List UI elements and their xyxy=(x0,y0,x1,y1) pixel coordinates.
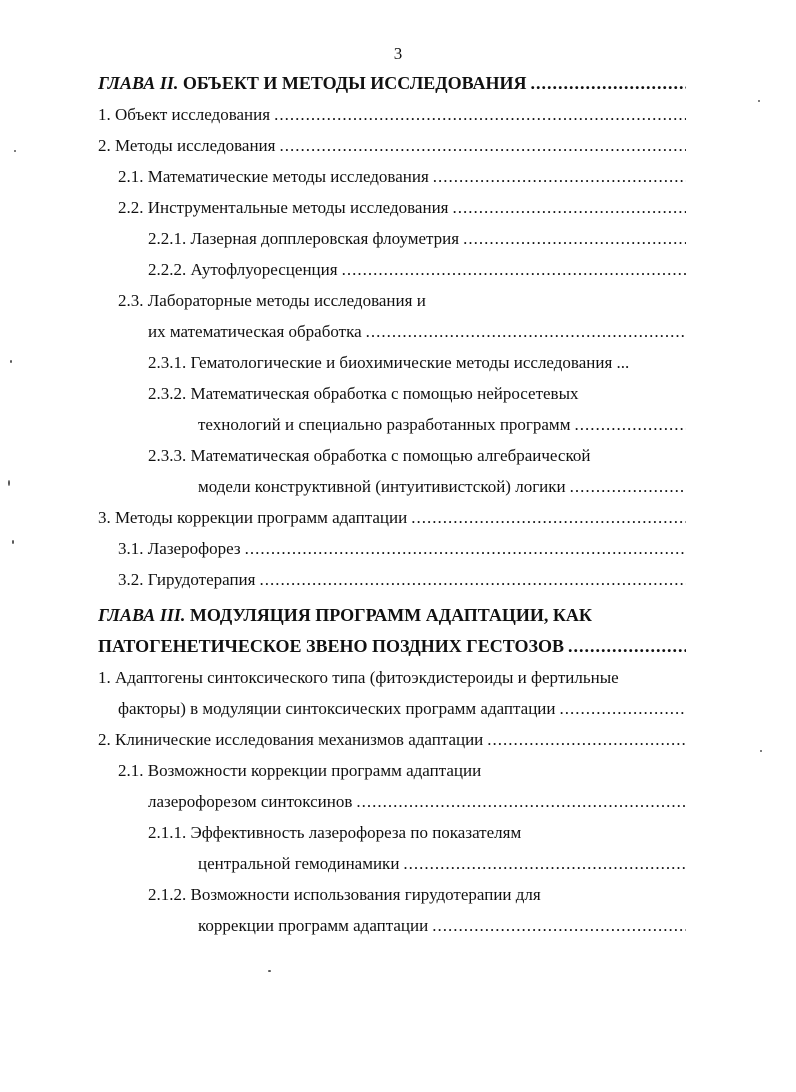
toc-entry-text: 2.2. Инструментальные методы исследования xyxy=(118,198,449,217)
toc-entry-text: 2.2.2. Аутофлуоресценция xyxy=(148,260,338,279)
toc-entry-text: 2.1. Математические методы исследования xyxy=(118,167,429,186)
toc-entry-hirudotherapy-use-cont[interactable] xyxy=(98,910,686,941)
toc-entry-methods[interactable] xyxy=(98,130,686,161)
toc-entry-hirudotherapy[interactable] xyxy=(98,564,686,595)
dot-leader xyxy=(407,502,686,533)
toc-entry-text: лазерофорезом синтоксинов xyxy=(148,792,353,811)
toc-entry-text: 3. Методы коррекции программ адаптации xyxy=(98,508,408,527)
toc-entry-text: 1. Адаптогены синтоксического типа (фитоэкдистероиды и фертильные xyxy=(98,668,619,687)
toc-entry-text: 3.1. Лазерофорез xyxy=(118,539,241,558)
dot-leader xyxy=(564,631,686,662)
dot-leader xyxy=(449,192,687,223)
dot-leader xyxy=(270,99,686,130)
toc-entry-laserophoresis-efficiency[interactable] xyxy=(98,817,686,848)
chapter-2-heading[interactable] xyxy=(98,68,686,99)
page-number: 3 xyxy=(393,44,403,63)
toc-entry-text: 2.1.2. Возможности использования гирудотерапии для xyxy=(148,885,541,904)
chapter-3-title-line2: ПАТОГЕНЕТИЧЕСКОЕ ЗВЕНО ПОЗДНИХ ГЕСТОЗОВ xyxy=(98,636,565,656)
dot-leader xyxy=(570,409,686,440)
dot-leader xyxy=(241,533,686,564)
toc-entry-text: 2.3.1. Гематологические и биохимические методы исследования ... xyxy=(148,353,630,372)
toc-entry-text: 2.2.1. Лазерная допплеровская флоуметрия xyxy=(148,229,460,248)
toc-entry-text: 2. Методы исследования xyxy=(98,136,276,155)
scan-speck xyxy=(268,970,271,972)
chapter-2-label: ГЛАВА II. xyxy=(98,73,179,93)
toc-entry-text: 2.1. Возможности коррекции программ адаптации xyxy=(118,761,482,780)
toc-entry-autofluorescence[interactable] xyxy=(98,254,686,285)
toc-entry-lab-methods[interactable] xyxy=(98,285,686,316)
toc-entry-text: 2.3. Лабораторные методы исследования и xyxy=(118,291,426,310)
scan-speck xyxy=(758,100,760,102)
table-of-contents xyxy=(98,68,686,941)
toc-entry-math-methods[interactable] xyxy=(98,161,686,192)
toc-entry-instrumental-methods[interactable] xyxy=(98,192,686,223)
chapter-3-heading[interactable] xyxy=(98,600,686,631)
dot-leader xyxy=(338,254,686,285)
dot-leader xyxy=(275,130,686,161)
toc-entry-laser-doppler[interactable] xyxy=(98,223,686,254)
dot-leader xyxy=(566,471,686,502)
scan-speck xyxy=(8,480,10,486)
toc-entry-text: 1. Объект исследования xyxy=(98,105,271,124)
toc-entry-laserophoresis-efficiency-cont[interactable] xyxy=(98,848,686,879)
scan-speck xyxy=(760,750,762,752)
toc-entry-text: 3.2. Гирудотерапия xyxy=(118,570,256,589)
toc-entry-object[interactable] xyxy=(98,99,686,130)
chapter-2-title: ОБЪЕКТ И МЕТОДЫ ИССЛЕДОВАНИЯ xyxy=(182,73,527,93)
toc-entry-text: 2.3.2. Математическая обработка с помощью нейросетевых xyxy=(148,384,579,403)
toc-entry-text: модели конструктивной (интуитивистской) логики xyxy=(198,477,566,496)
toc-entry-correction-possibilities[interactable] xyxy=(98,755,686,786)
toc-entry-hematology[interactable] xyxy=(98,347,686,378)
toc-entry-text: технологий и специально разработанных программ xyxy=(198,415,571,434)
toc-entry-correction-methods[interactable] xyxy=(98,502,686,533)
toc-entry-text: 2.1.1. Эффективность лазерофореза по показателям xyxy=(148,823,522,842)
dot-leader xyxy=(527,68,686,99)
toc-entry-hirudotherapy-use[interactable] xyxy=(98,879,686,910)
scan-speck xyxy=(14,150,16,152)
scan-speck xyxy=(12,540,14,544)
toc-entry-adaptogens-cont[interactable] xyxy=(98,693,686,724)
dot-leader xyxy=(399,848,686,879)
toc-entry-correction-possibilities-cont[interactable] xyxy=(98,786,686,817)
toc-entry-neural-networks-cont[interactable] xyxy=(98,409,686,440)
chapter-3-title-line1: МОДУЛЯЦИЯ ПРОГРАММ АДАПТАЦИИ, КАК xyxy=(189,605,592,625)
chapter-3-heading-cont[interactable] xyxy=(98,631,686,662)
dot-leader xyxy=(556,693,687,724)
dot-leader xyxy=(362,316,686,347)
scan-speck xyxy=(10,360,12,363)
toc-entry-text: центральной гемодинамики xyxy=(198,854,400,873)
toc-entry-text: 2.3.3. Математическая обработка с помощью алгебраической xyxy=(148,446,591,465)
toc-entry-text: коррекции программ адаптации xyxy=(198,916,429,935)
dot-leader xyxy=(352,786,686,817)
toc-entry-algebraic-model-cont[interactable] xyxy=(98,471,686,502)
toc-entry-text: 2. Клинические исследования механизмов адаптации xyxy=(98,730,484,749)
chapter-3-label: ГЛАВА III. xyxy=(98,605,186,625)
toc-entry-laserophoresis[interactable] xyxy=(98,533,686,564)
toc-entry-text: их математическая обработка xyxy=(148,322,362,341)
toc-entry-clinical-studies[interactable] xyxy=(98,724,686,755)
dot-leader xyxy=(255,564,686,595)
toc-entry-text: факторы) в модуляции синтоксических программ адаптации xyxy=(118,699,556,718)
dot-leader xyxy=(429,161,686,192)
dot-leader xyxy=(428,910,686,941)
toc-entry-neural-networks[interactable] xyxy=(98,378,686,409)
dot-leader xyxy=(459,223,686,254)
toc-entry-lab-methods-cont[interactable] xyxy=(98,316,686,347)
toc-entry-adaptogens[interactable] xyxy=(98,662,686,693)
toc-entry-algebraic-model[interactable] xyxy=(98,440,686,471)
dot-leader xyxy=(483,724,686,755)
